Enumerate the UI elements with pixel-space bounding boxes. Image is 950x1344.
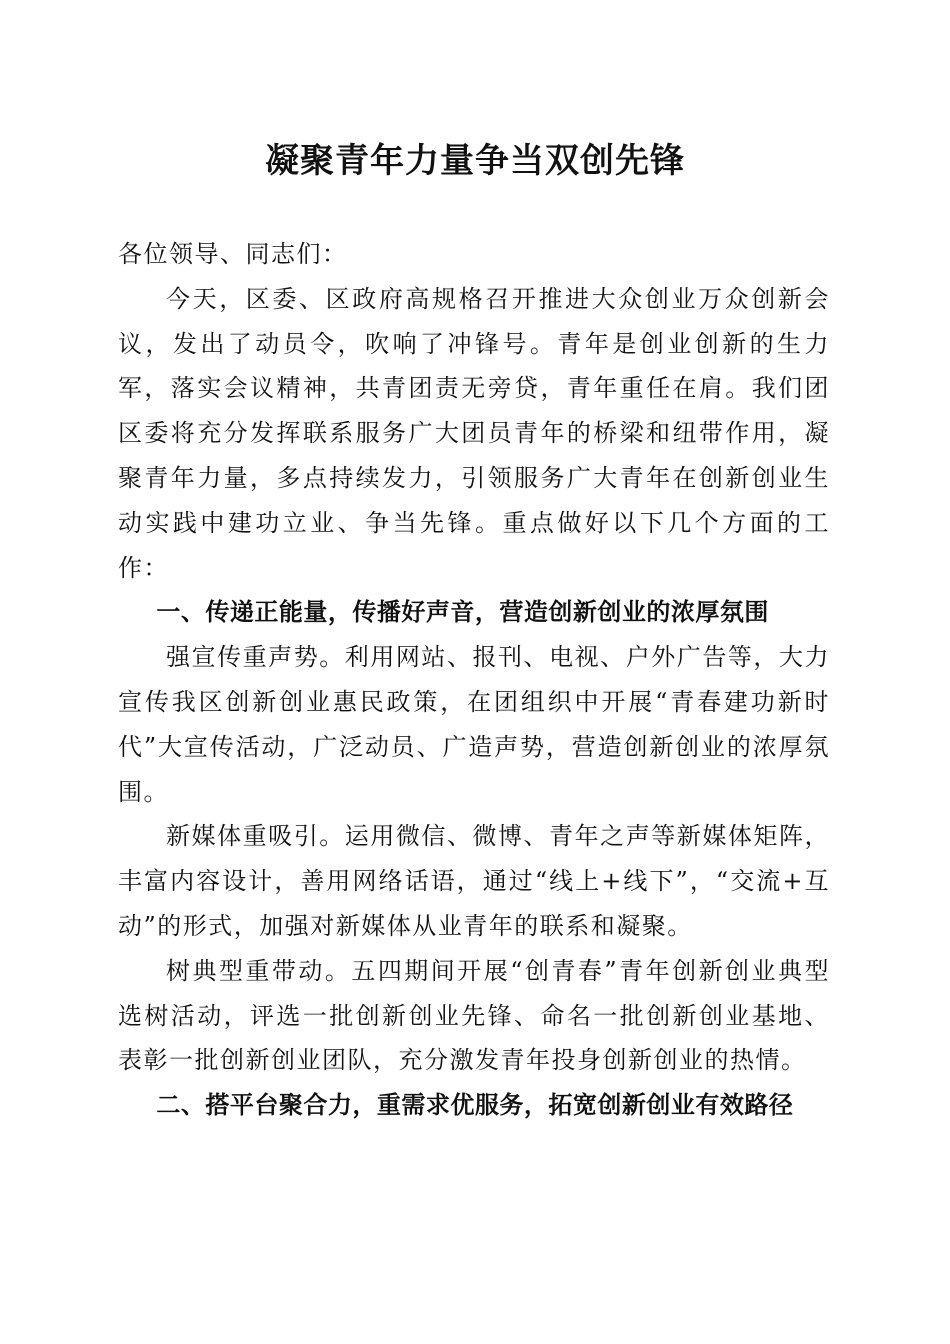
section-1-paragraph-2: 新媒体重吸引。运用微信、微博、青年之声等新媒体矩阵，丰富内容设计，善用网络话语，通过“线上+线下”，“交流+互动”的形式，加强对新媒体从业青年的联系和凝聚。 [118,822,830,940]
section-1-paragraph-3: 树典型重带动。五四期间开展“创青春”青年创新创业典型选树活动，评选一批创新创业先锋、命名一批创新创业基地、表彰一批创新创业团队，充分激发青年投身创新创业的热情。 [118,956,830,1075]
salutation: 各位领导、同志们： [118,240,348,268]
intro-paragraph: 今天，区委、区政府高规格召开推进大众创业万众创新会议，发出了动员令，吹响了冲锋号。青年是创业创新的生力军，落实会议精神，共青团责无旁贷，青年重任在肩。我们团区委将充分发挥联系服务广大团员青年的桥梁和纽带作用，凝聚青年力量，多点持续发力，引领服务广大青年在创新创业生动实践中建功立业、争当先锋。重点做好以下几个方面的工作： [118,284,830,582]
document-title: 凝聚青年力量争当双创先锋 [265,141,685,181]
document-body [118,232,830,1128]
section-1-heading: 一、传递正能量，传播好声音，营造创新创业的浓厚氛围 [156,597,769,627]
section-1-paragraph-1: 强宣传重声势。利用网站、报刊、电视、户外广告等，大力宣传我区创新创业惠民政策，在团组织中开展“青春建功新时代”大宣传活动，广泛动员、广造声势，营造创新创业的浓厚氛围。 [118,643,830,806]
section-2-heading: 二、搭平台聚合力，重需求优服务，拓宽创新创业有效路径 [156,1090,794,1120]
